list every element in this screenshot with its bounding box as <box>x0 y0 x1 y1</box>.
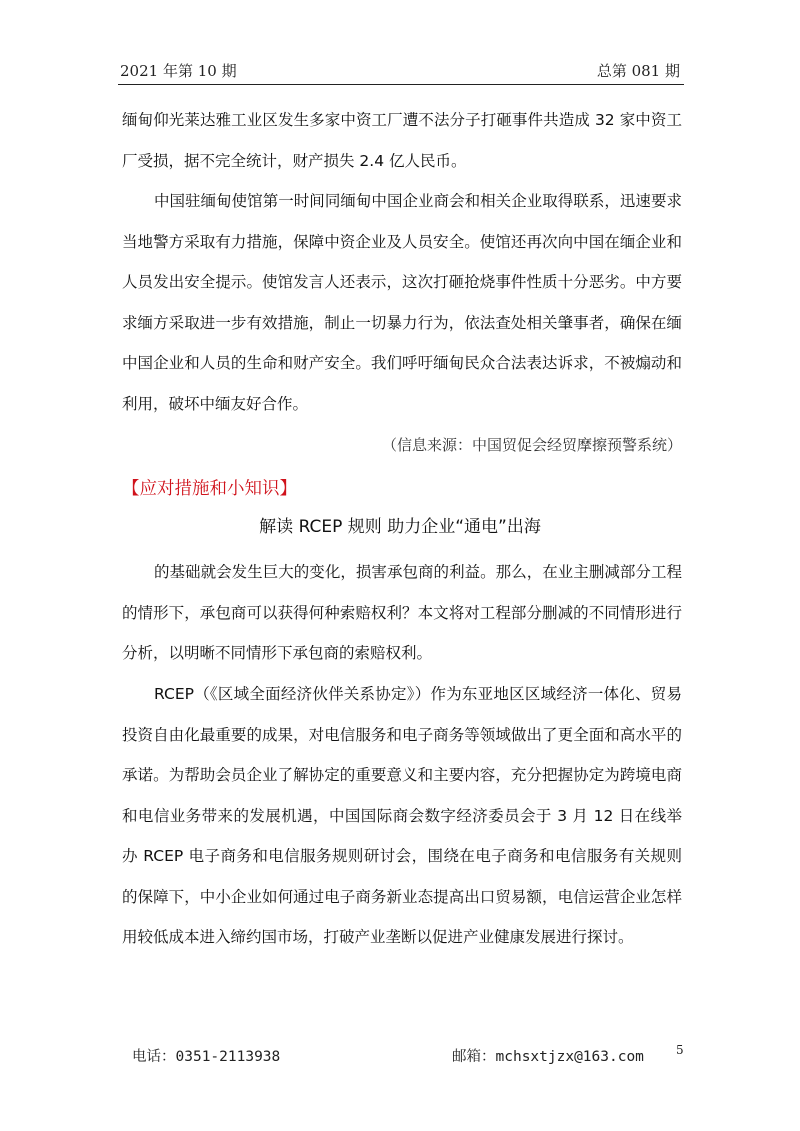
article-paragraph: RCEP（《区域全面经济伙伴关系协定》）作为东亚地区区域经济一体化、贸易投资自由化最重要的成果，对电信服务和电子商务等领域做出了更全面和高水平的承诺。为帮助会员企业了解协定的重要意义和主要内容，充分把握协定为跨境电商和电信业务带来的发展机遇，中国国际商会数字经济委员会于 3 月 12 日在线举办 RCEP 电子商务和电信服务规则研讨会，围绕在电子商务和电信服务有关规则的保障下，中小企业如何通过电子商务新业态提高出口贸易额，电信运营企业怎样用较低成本进入缔约国市场，打破产业垄断以促进产业健康发展进行探讨。 <box>122 685 682 946</box>
page-number: 5 <box>676 1043 684 1057</box>
article-paragraph: 中国驻缅甸使馆第一时间同缅甸中国企业商会和相关企业取得联系，迅速要求当地警方采取有力措施，保障中资企业及人员安全。使馆还再次向中国在缅企业和人员发出安全提示。使馆发言人还表示，这次打砸抢烧事件性质十分恶劣。中方要求缅方采取进一步有效措施，制止一切暴力行为，依法查处相关肇事者，确保在缅中国企业和人员的生命和财产安全。我们呼吁缅甸民众合法表达诉求，不被煽动和利用，破坏中缅友好合作。 <box>122 192 682 413</box>
article-paragraph: 缅甸仰光莱达雅工业区发生多家中资工厂遭不法分子打砸事件共造成 32 家中资工厂受损，据不完全统计，财产损失 2.4 亿人民币。 <box>122 111 682 170</box>
issue-number: 2021 年第 10 期 <box>120 62 237 80</box>
footer-email: 邮箱：mchsxtjzx@163.com <box>452 1049 644 1065</box>
footer-phone: 电话：0351-2113938 <box>132 1049 281 1065</box>
article-paragraph: 的基础就会发生巨大的变化，损害承包商的利益。那么，在业主删减部分工程的情形下，承包商可以获得何种索赔权利？本文将对工程部分删减的不同情形进行分析，以明晰不同情形下承包商的索赔权利。 <box>122 563 682 662</box>
source-attribution: （信息来源：中国贸促会经贸摩擦预警系统） <box>381 436 682 454</box>
page-header <box>118 58 684 85</box>
article-title: 解读 RCEP 规则 助力企业“通电”出海 <box>259 517 541 537</box>
total-issue-number: 总第 081 期 <box>596 62 680 80</box>
section-heading: 【应对措施和小知识】 <box>122 479 297 499</box>
